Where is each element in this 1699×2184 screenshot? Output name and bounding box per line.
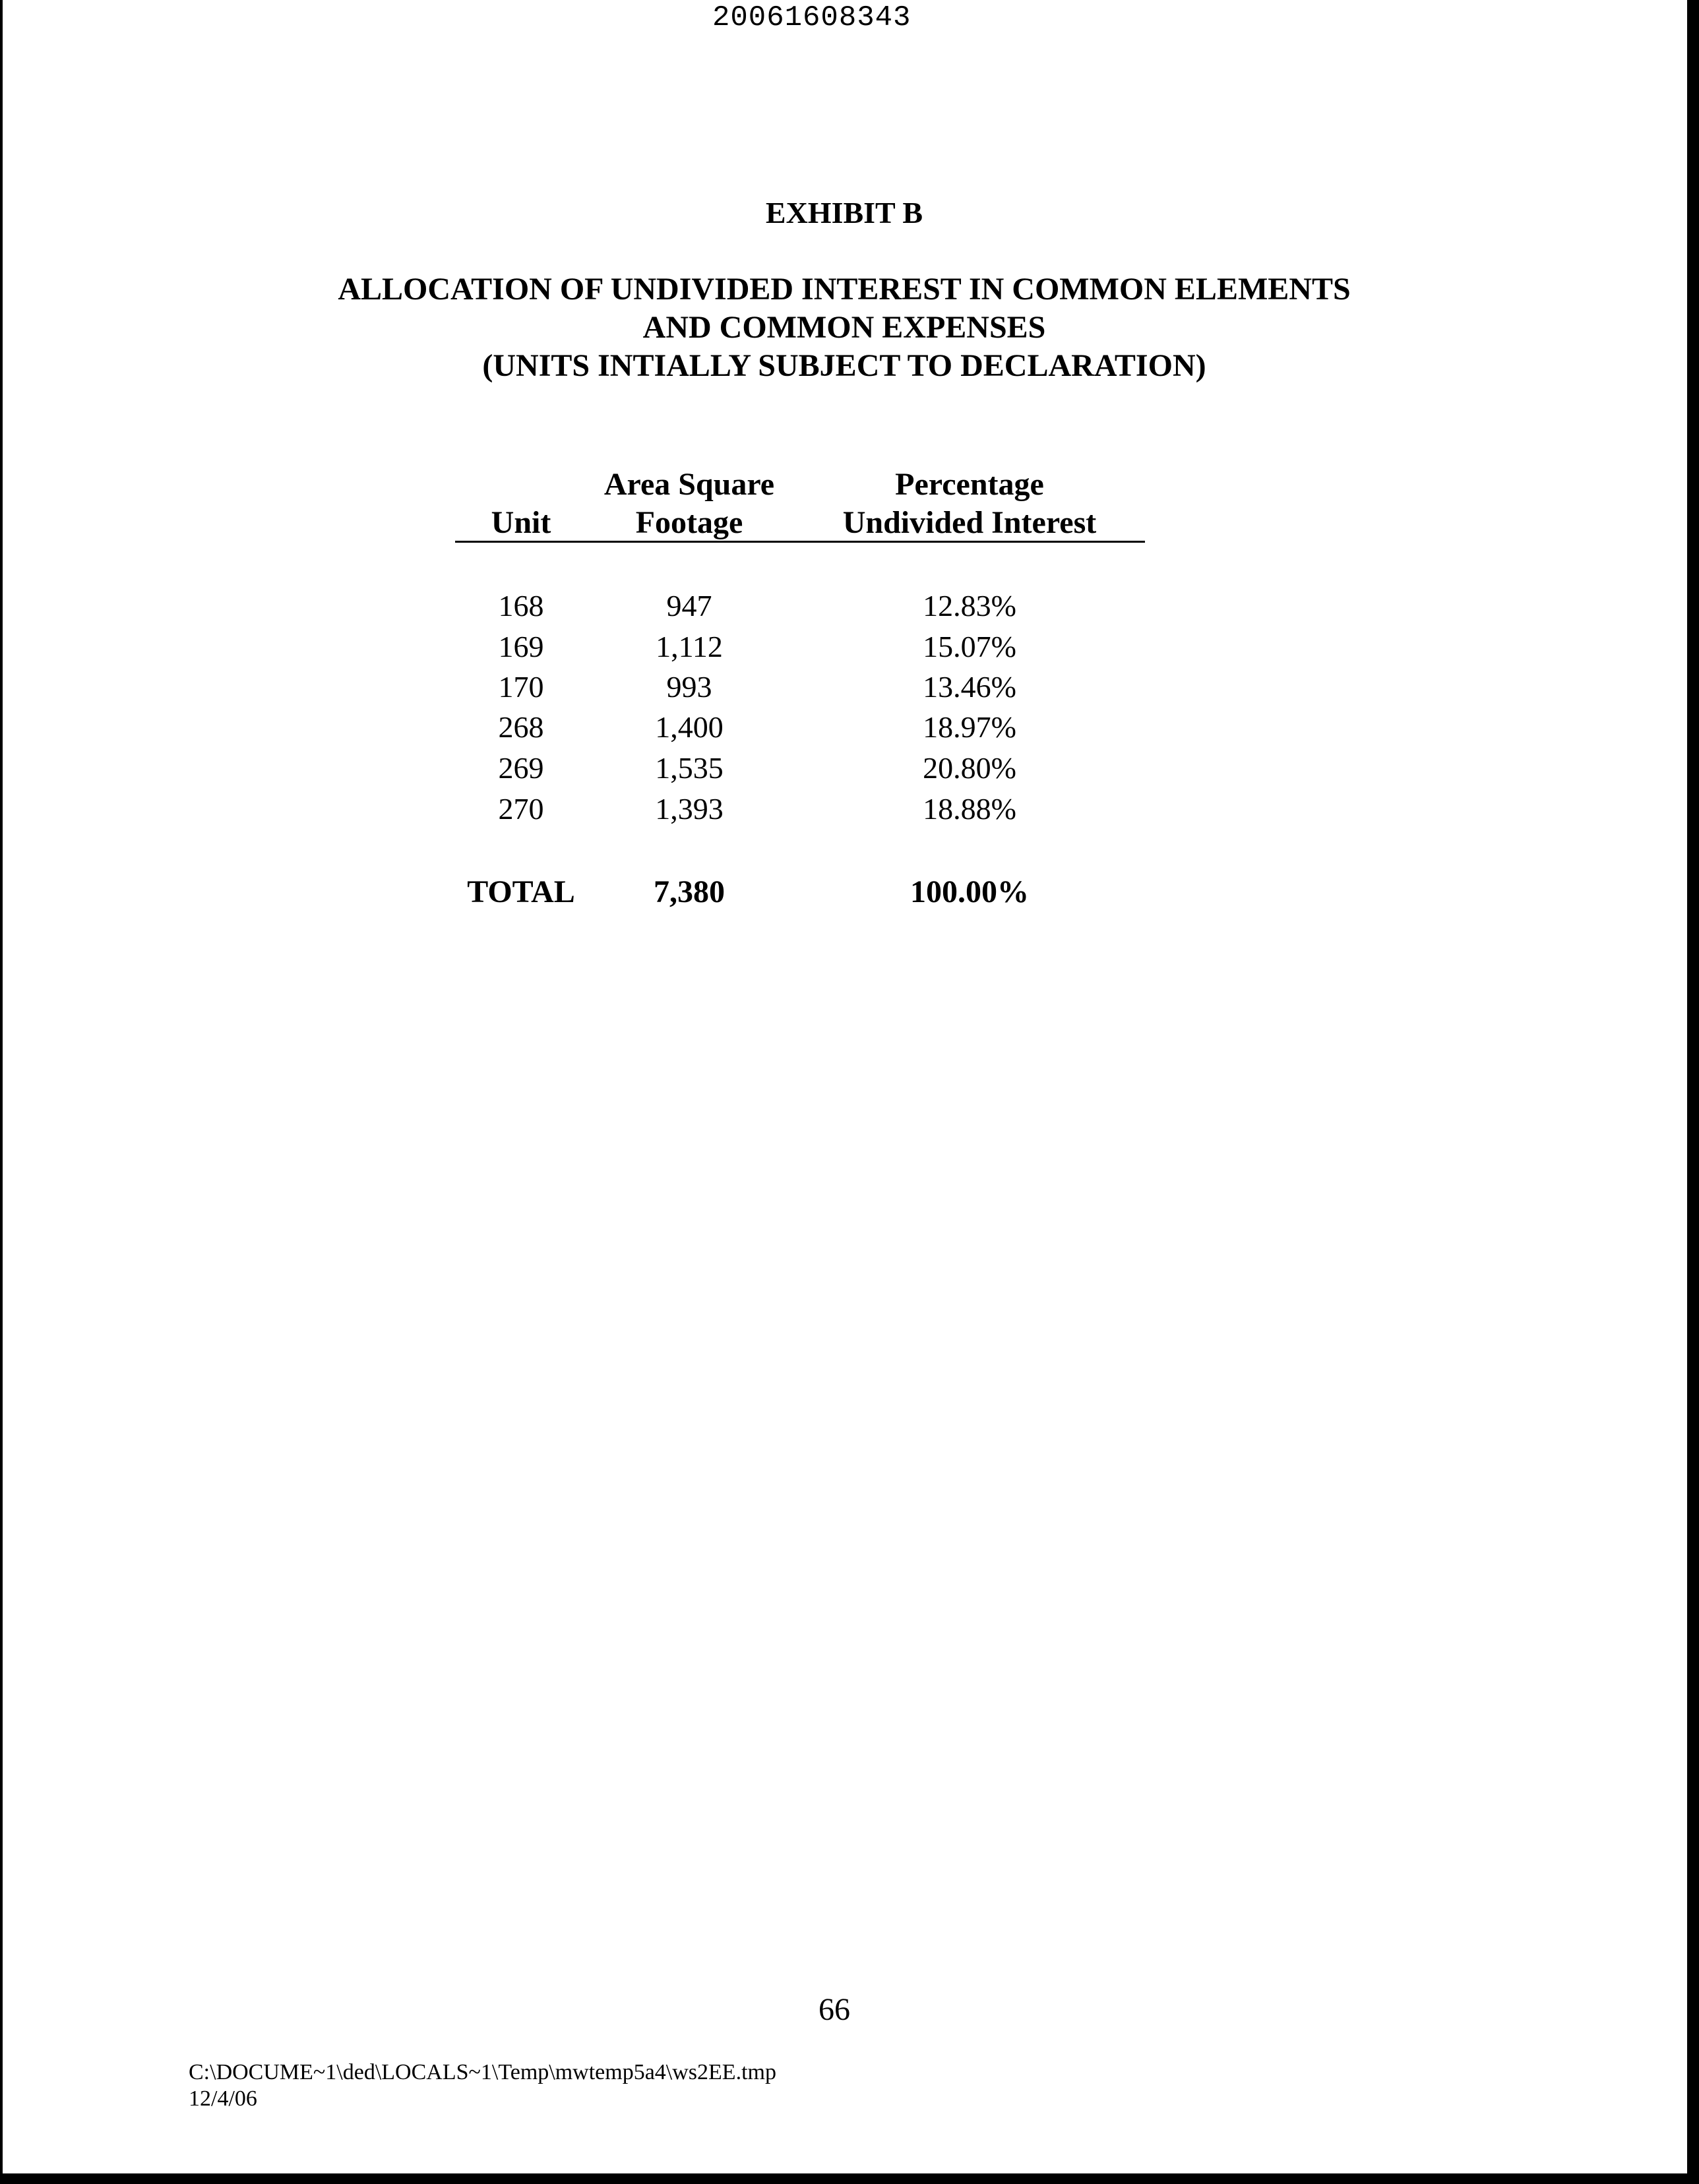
unit-cell: 269 bbox=[498, 751, 544, 785]
column-header-unit: Unit bbox=[491, 505, 551, 540]
exhibit-title: EXHIBIT B bbox=[765, 196, 923, 229]
footer-file-path: C:\DOCUME~1\ded\LOCALS~1\Temp\mwtemp5a4\ws2EE.tmp bbox=[189, 2060, 776, 2084]
area-cell: 1,535 bbox=[655, 751, 724, 785]
percentage-cell: 20.80% bbox=[923, 751, 1016, 785]
total-percentage: 100.00% bbox=[910, 874, 1029, 909]
column-header-percentage-line-1: Percentage bbox=[895, 467, 1044, 502]
unit-cell: 168 bbox=[498, 589, 544, 622]
column-header-area-line-1: Area Square bbox=[603, 467, 775, 502]
unit-cell: 268 bbox=[498, 710, 544, 744]
percentage-cell: 18.88% bbox=[923, 792, 1016, 826]
area-cell: 947 bbox=[666, 589, 712, 622]
scan-bottom-border bbox=[0, 2173, 1699, 2184]
page-number: 66 bbox=[819, 1992, 850, 2027]
percentage-cell: 12.83% bbox=[923, 589, 1016, 622]
area-cell: 1,393 bbox=[655, 792, 724, 826]
document-number: 20061608343 bbox=[712, 1, 911, 34]
percentage-cell: 15.07% bbox=[923, 630, 1016, 663]
total-area: 7,380 bbox=[654, 874, 725, 909]
footer-date: 12/4/06 bbox=[189, 2086, 257, 2111]
unit-cell: 170 bbox=[498, 670, 544, 704]
table-row bbox=[0, 707, 1699, 748]
area-cell: 1,112 bbox=[656, 630, 723, 663]
scan-right-border bbox=[1687, 0, 1699, 2184]
heading-line-1: ALLOCATION OF UNDIVIDED INTEREST IN COMMON ELEMENTS bbox=[338, 272, 1351, 307]
percentage-cell: 13.46% bbox=[923, 670, 1016, 704]
unit-cell: 270 bbox=[498, 792, 544, 826]
heading-line-3: (UNITS INTIALLY SUBJECT TO DECLARATION) bbox=[482, 348, 1206, 383]
table-row bbox=[0, 789, 1699, 830]
table-row bbox=[0, 667, 1699, 708]
table-row bbox=[0, 626, 1699, 667]
heading-line-2: AND COMMON EXPENSES bbox=[642, 310, 1046, 345]
area-cell: 1,400 bbox=[655, 710, 724, 744]
table-row bbox=[0, 586, 1699, 626]
table-row bbox=[0, 748, 1699, 789]
header-underline bbox=[455, 541, 1145, 543]
column-header-area-line-2: Footage bbox=[635, 505, 743, 540]
total-row bbox=[0, 870, 1699, 914]
percentage-cell: 18.97% bbox=[923, 710, 1016, 744]
area-cell: 993 bbox=[666, 670, 712, 704]
unit-cell: 169 bbox=[498, 630, 544, 663]
total-label: TOTAL bbox=[467, 874, 575, 909]
column-header-percentage-line-2: Undivided Interest bbox=[842, 505, 1097, 540]
